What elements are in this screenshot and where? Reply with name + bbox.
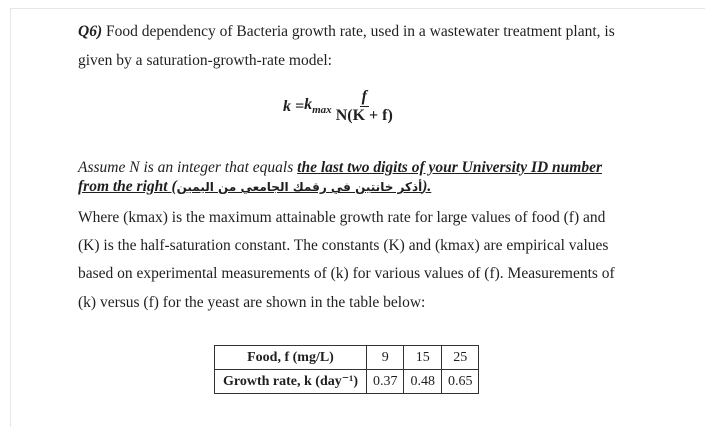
food-value: 15 [404, 346, 442, 370]
growth-value: 0.65 [441, 370, 479, 394]
assume-underlined-2: from the right ( [78, 178, 177, 195]
formula-lhs: k = [283, 97, 305, 115]
table-row [215, 346, 479, 370]
food-label: Food, f (mg/L) [215, 346, 367, 370]
growth-rate-label: Growth rate, k (day⁻¹) [215, 370, 367, 394]
formula-numerator: f [361, 88, 367, 105]
body-line3: based on experimental measurements of (k) for various values of (f). Measurements of [78, 265, 615, 282]
measurements-table [214, 345, 479, 394]
formula-fraction [336, 88, 393, 125]
food-value: 25 [441, 346, 479, 370]
assume-closing: ). [422, 178, 432, 195]
assume-line2 [78, 177, 431, 197]
formula-kmax: $k_{max}$ [304, 96, 332, 117]
body-line1: Where (kmax) is the maximum attainable growth rate for large values of food (f) and [78, 209, 606, 226]
assume-prefix: Assume N is an integer that equals [78, 159, 298, 176]
growth-value: 0.37 [366, 370, 404, 394]
body-line2: (K) is the half-saturation constant. The constants (K) and (kmax) are empirical values [78, 237, 609, 254]
assume-underlined-1: the last two digits of your University ID number [297, 159, 603, 176]
formula-denominator: N(K + f) [335, 107, 393, 124]
question-number: Q6) [78, 23, 103, 40]
table-row [215, 370, 479, 394]
formula-kmax-subscript: max [312, 104, 332, 117]
assume-arabic-note: أذكر خانتين في رقمك الجامعي من اليمين [176, 180, 423, 194]
question-intro-text: Food dependency of Bacteria growth rate, used in a wastewater treatment plant, is [102, 23, 615, 40]
question-intro-line1 [78, 22, 615, 41]
assume-line1 [78, 158, 602, 177]
growth-rate-formula [283, 88, 393, 125]
food-value: 9 [366, 346, 404, 370]
growth-value: 0.48 [404, 370, 442, 394]
question-intro-line2: given by a saturation-growth-rate model: [78, 52, 332, 69]
body-line4: (k) versus (f) for the yeast are shown in the table below: [78, 294, 426, 311]
